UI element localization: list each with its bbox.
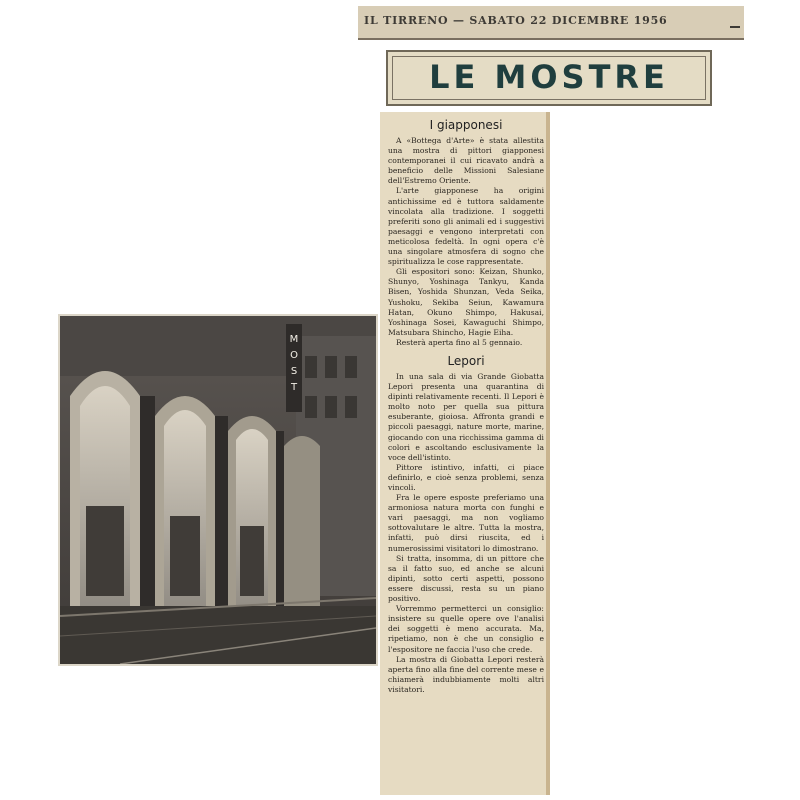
shop-sign: T [290, 382, 298, 393]
section-title: LE MOSTRE [429, 58, 669, 96]
article-paragraph: Resterà aperta fino al 5 gennaio. [396, 337, 523, 347]
article-paragraph: Gli espositori sono: Keizan, Shunko, Shunyo, Yoshinaga Tankyu, Kanda Bisen, Yoshida Shunzan, Veda Seika, Yushoku, Sekiba Seiun, Kawamura Hatan, Okuno Shimpo, Hakusai, Yoshinaga Sosei, Kawaguchi Shimpo, Matsubara Shincho, Hagie Eiha. [388, 267, 544, 337]
article-paragraph: La mostra di Giobatta Lepori resterà aperta fino alla fine del corrente mese e chiamerà indubbiamente molti altri visitatori. [388, 654, 544, 694]
masthead-rule [730, 26, 740, 28]
article-heading: I giapponesi [429, 118, 503, 132]
article-paragraph: Fra le opere esposte preferiamo una armoniosa natura morta con funghi e vari paesaggi, ma non vogliamo sottovalutare le altre. Tutta la mostra, infatti, può dirsi riuscita, ed i numerosissimi visitatori lo dimostrano. [388, 493, 544, 553]
masthead-text: IL TIRRENO — SABATO 22 DICEMBRE 1956 [364, 14, 668, 27]
arcade-photo-illustration [60, 316, 376, 664]
article-paragraph: A «Bottega d'Arte» è stata allestita una mostra di pittori giapponesi contemporanei il cui ricavato andrà a beneficio delle Missioni Salesiane dell'Estremo Oriente. [388, 136, 544, 186]
article-paragraph: Vorremmo permetterci un consiglio: insistere su quelle opere ove l'analisi dei soggetti è meno accurata. Ma, ripetiamo, non è che un consiglio e l'espositore ne faccia l'uso che crede. [388, 604, 544, 654]
newspaper-masthead [358, 6, 744, 40]
clipping-edge [546, 112, 550, 795]
section-title-box [386, 50, 712, 106]
article-paragraph: Pittore istintivo, infatti, ci piace definirlo, e cioè senza problemi, senza vincoli. [388, 462, 544, 492]
article-paragraph: L'arte giapponese ha origini antichissime ed è tuttora saldamente vincolata alla tradizione. I soggetti preferiti sono gli animali ed i suggestivi paesaggi e vengono interpretati con meticolosa fedeltà. In ogni opera c'è una singolare atmosfera di sogno che spiritualizza le cose rappresentate. [388, 186, 544, 267]
gallery-photo [58, 314, 378, 666]
shop-sign: O [290, 350, 298, 361]
article-paragraph: In una sala di via Grande Giobatta Lepori presenta una quarantina di dipinti relativamente recenti. Il Lepori è molto noto per quella sua pittura esuberante, gioiosa. Affronta grandi e piccoli paesaggi, nature morte, marine, giocando con una ricchissima gamma di colori e ascoltando esclusivamente la voce dell'istinto. [388, 371, 544, 462]
shop-sign: M [289, 334, 299, 345]
article-paragraph: Si tratta, insomma, di un pittore che sa il fatto suo, ed anche se alcuni dipinti, sotto certi aspetti, possono essere discussi, resta su un piano positivo. [388, 553, 544, 604]
article-column [380, 112, 550, 795]
shop-sign: S [290, 366, 298, 377]
article-heading: Lepori [447, 353, 485, 368]
